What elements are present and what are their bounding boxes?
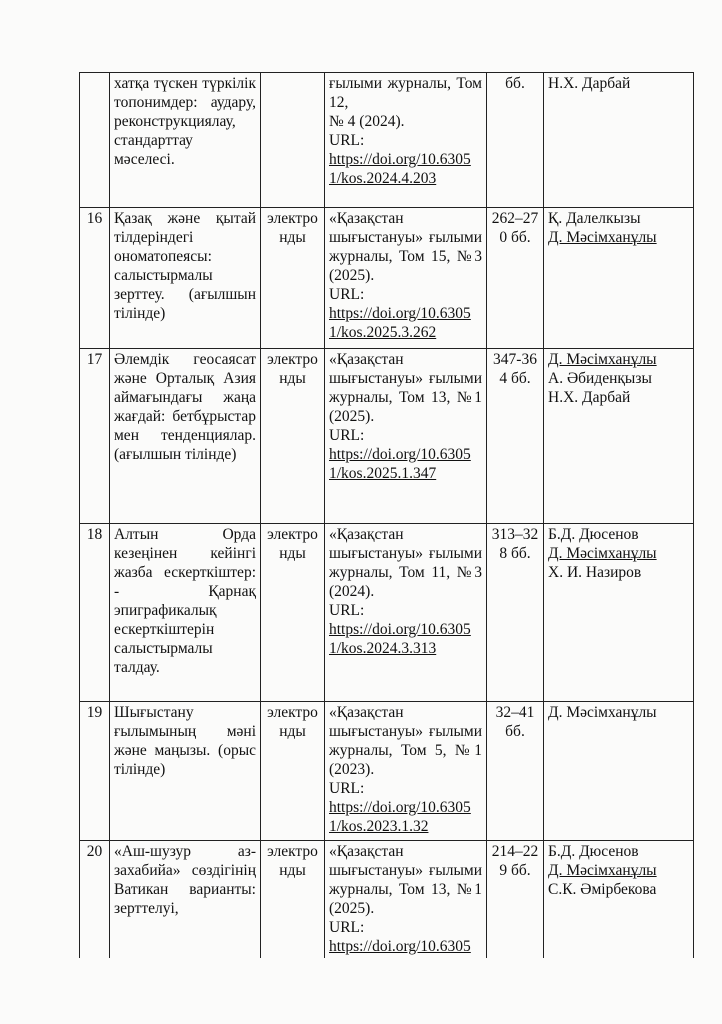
table-row <box>80 841 694 959</box>
authors <box>544 208 694 349</box>
author: Н.Х. Дарбай <box>548 75 631 92</box>
publication-type: электронды <box>261 349 325 524</box>
doi-link[interactable]: https://doi.org/10.63051/kos.2024.4.203 <box>329 151 471 187</box>
url-label: URL: <box>329 132 365 149</box>
url-label: URL: <box>329 919 365 936</box>
journal-info <box>325 841 487 959</box>
publications-table <box>79 72 694 958</box>
article-title: Әлемдік геосаясат және Орталық Азия аймағындағы жаңа жағдай: бетбұрыстар мен тенденциялар. (ағылшын тілінде) <box>110 349 261 524</box>
journal-name: «Қазақстан шығыстануы» ғылыми журналы, Том 13, №1 (2025). <box>329 351 482 425</box>
journal-name: «Қазақстан шығыстануы» ғылыми журналы, Том 15, №3 (2025). <box>329 210 482 284</box>
doi-link[interactable]: https://doi.org/10.63051/kos.2023.1.32 <box>329 799 471 835</box>
journal-name: «Қазақстан шығыстануы» ғылыми журналы, Том 11, №3 (2024). <box>329 526 482 600</box>
author: Н.Х. Дарбай <box>548 389 631 406</box>
page-range: 313–328 бб. <box>487 524 544 702</box>
journal-name: «Қазақстан шығыстануы» ғылыми журналы, Том 5, №1 (2023). <box>329 704 482 778</box>
article-title: «Аш-шузур аз-захабийа» сөздігінің Ватикан варианты: зерттелуі, <box>110 841 261 959</box>
author: С.К. Әмірбекова <box>548 881 657 898</box>
doi-link[interactable]: https://doi.org/10.6305 <box>329 938 471 955</box>
journal-name: ғылыми журналы, Том 12, <box>329 75 482 111</box>
journal-name: «Қазақстан шығыстануы» ғылыми журналы, Том 13, №1 (2025). <box>329 843 482 917</box>
journal-info <box>325 73 487 208</box>
url-label: URL: <box>329 427 365 444</box>
doi-link[interactable]: https://doi.org/10.63051/kos.2024.3.313 <box>329 621 471 657</box>
table-row <box>80 349 694 524</box>
publication-type: электронды <box>261 524 325 702</box>
page-range: 347-364 бб. <box>487 349 544 524</box>
authors <box>544 524 694 702</box>
row-number: 17 <box>80 349 110 524</box>
author: Д. Мәсімханұлы <box>548 862 657 879</box>
author: Х. И. Назиров <box>548 564 642 581</box>
row-number <box>80 73 110 208</box>
authors <box>544 702 694 841</box>
page-range: 262–270 бб. <box>487 208 544 349</box>
author: А. Әбиденқызы <box>548 370 652 387</box>
page-range: бб. <box>487 73 544 208</box>
url-label: URL: <box>329 286 365 303</box>
publication-type <box>261 73 325 208</box>
journal-info <box>325 208 487 349</box>
author: Қ. Далелкызы <box>548 210 641 227</box>
article-title: Алтын Орда кезеңінен кейінгі жазба ескерткіштер: - Қарнақ эпиграфикалық ескерткіштерін салыстырмалы талдау. <box>110 524 261 702</box>
article-title: хатқа түскен түркілік топонимдер: аудару, реконструкциялау, стандарттау мәселесі. <box>110 73 261 208</box>
author: Д. Мәсімханұлы <box>548 351 657 368</box>
publication-type: электронды <box>261 208 325 349</box>
row-number: 16 <box>80 208 110 349</box>
doi-link[interactable]: https://doi.org/10.63051/kos.2025.3.262 <box>329 305 471 341</box>
journal-info <box>325 349 487 524</box>
row-number: 19 <box>80 702 110 841</box>
publication-type: электронды <box>261 702 325 841</box>
article-title: Қазақ және қытай тілдеріндегі ономатопеясы: салыстырмалы зерттеу. (ағылшын тілінде) <box>110 208 261 349</box>
page-range: 32–41 бб. <box>487 702 544 841</box>
table-row <box>80 73 694 208</box>
row-number: 18 <box>80 524 110 702</box>
article-title: Шығыстану ғылымының мәні және маңызы. (орыс тілінде) <box>110 702 261 841</box>
doi-link[interactable]: https://doi.org/10.63051/kos.2025.1.347 <box>329 446 471 482</box>
url-label: URL: <box>329 602 365 619</box>
authors <box>544 349 694 524</box>
author: Д. Мәсімханұлы <box>548 229 657 246</box>
publication-type: электронды <box>261 841 325 959</box>
table-row <box>80 208 694 349</box>
author: Б.Д. Дюсенов <box>548 843 639 860</box>
author: Б.Д. Дюсенов <box>548 526 639 543</box>
journal-issue: № 4 (2024). <box>329 113 405 130</box>
authors <box>544 841 694 959</box>
authors <box>544 73 694 208</box>
journal-info <box>325 524 487 702</box>
page-range: 214–229 бб. <box>487 841 544 959</box>
journal-info <box>325 702 487 841</box>
table-row <box>80 702 694 841</box>
author: Д. Мәсімханұлы <box>548 545 657 562</box>
row-number: 20 <box>80 841 110 959</box>
author: Д. Мәсімханұлы <box>548 704 657 721</box>
url-label: URL: <box>329 780 365 797</box>
table-row <box>80 524 694 702</box>
